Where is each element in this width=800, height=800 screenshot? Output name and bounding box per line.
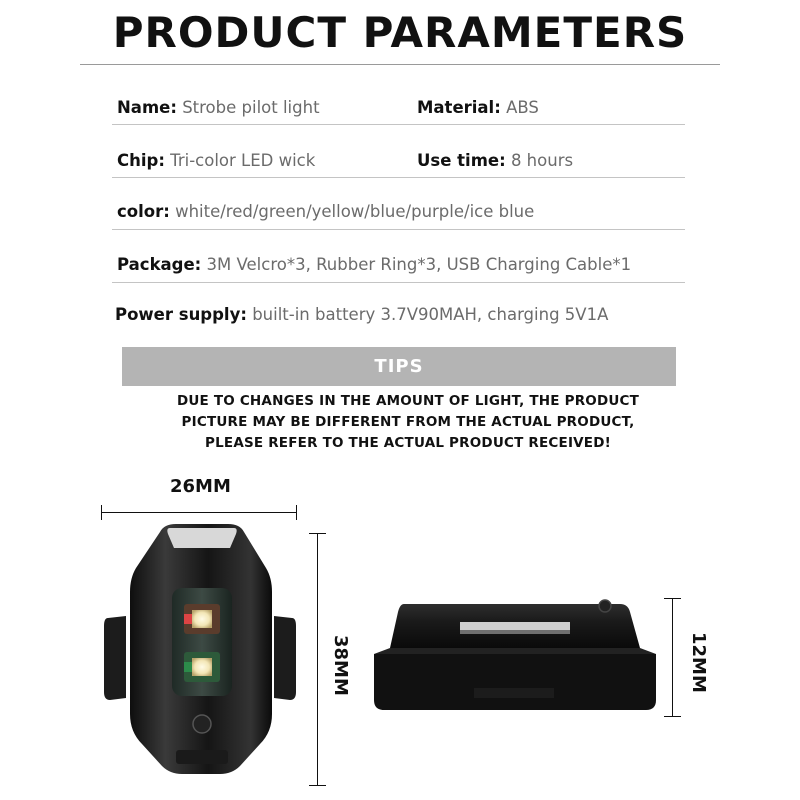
tips-heading: TIPS: [122, 347, 676, 386]
page-title: PRODUCT PARAMETERS: [112, 8, 688, 57]
thickness-dimension-line: [672, 598, 673, 716]
param-material-value: ABS: [506, 98, 539, 117]
tips-line-3: PLEASE REFER TO THE ACTUAL PRODUCT RECEIVED!: [205, 435, 611, 451]
tips-line-1: DUE TO CHANGES IN THE AMOUNT OF LIGHT, THE PRODUCT: [176, 393, 640, 409]
param-color-value: white/red/green/yellow/blue/purple/ice blue: [175, 202, 535, 221]
param-package-label: Package:: [117, 255, 202, 274]
thickness-dimension-label: 12MM: [688, 632, 709, 693]
param-color-label: color:: [117, 202, 170, 221]
param-material: [417, 98, 539, 117]
param-name-label: Name:: [117, 98, 177, 117]
param-name: [117, 98, 320, 117]
param-material-label: Material:: [417, 98, 501, 117]
thickness-dimension-tick: [664, 716, 681, 717]
height-dimension-tick: [309, 785, 326, 786]
param-use-time: [417, 151, 573, 170]
param-chip-value: Tri-color LED wick: [170, 151, 316, 170]
width-dimension-label: 26MM: [170, 476, 231, 497]
strobe-light-front-image: [100, 518, 300, 788]
width-dimension-line: [101, 512, 297, 513]
thickness-dimension-tick: [664, 598, 681, 599]
tips-line-2: PICTURE MAY BE DIFFERENT FROM THE ACTUAL PRODUCT,: [181, 414, 635, 430]
param-chip-label: Chip:: [117, 151, 165, 170]
param-use-time-value: 8 hours: [510, 151, 574, 170]
height-dimension-line: [317, 533, 318, 785]
param-use-time-label: Use time:: [417, 151, 506, 170]
title-divider: [80, 64, 720, 65]
row-divider: [112, 124, 685, 125]
param-package-value: 3M Velcro*3, Rubber Ring*3, USB Charging Cable*1: [206, 255, 632, 274]
param-power-value: built-in battery 3.7V90MAH, charging 5V1A: [252, 305, 609, 324]
param-color: [117, 202, 534, 221]
strobe-light-side-image: [370, 592, 660, 717]
param-package: [117, 255, 631, 274]
param-chip: [117, 151, 315, 170]
param-name-value: Strobe pilot light: [182, 98, 320, 117]
height-dimension-tick: [309, 533, 326, 534]
row-divider: [112, 229, 685, 230]
row-divider: [112, 177, 685, 178]
param-power-label: Power supply:: [115, 305, 247, 324]
height-dimension-label: 38MM: [330, 635, 351, 696]
param-power: [115, 305, 608, 324]
row-divider: [112, 282, 685, 283]
